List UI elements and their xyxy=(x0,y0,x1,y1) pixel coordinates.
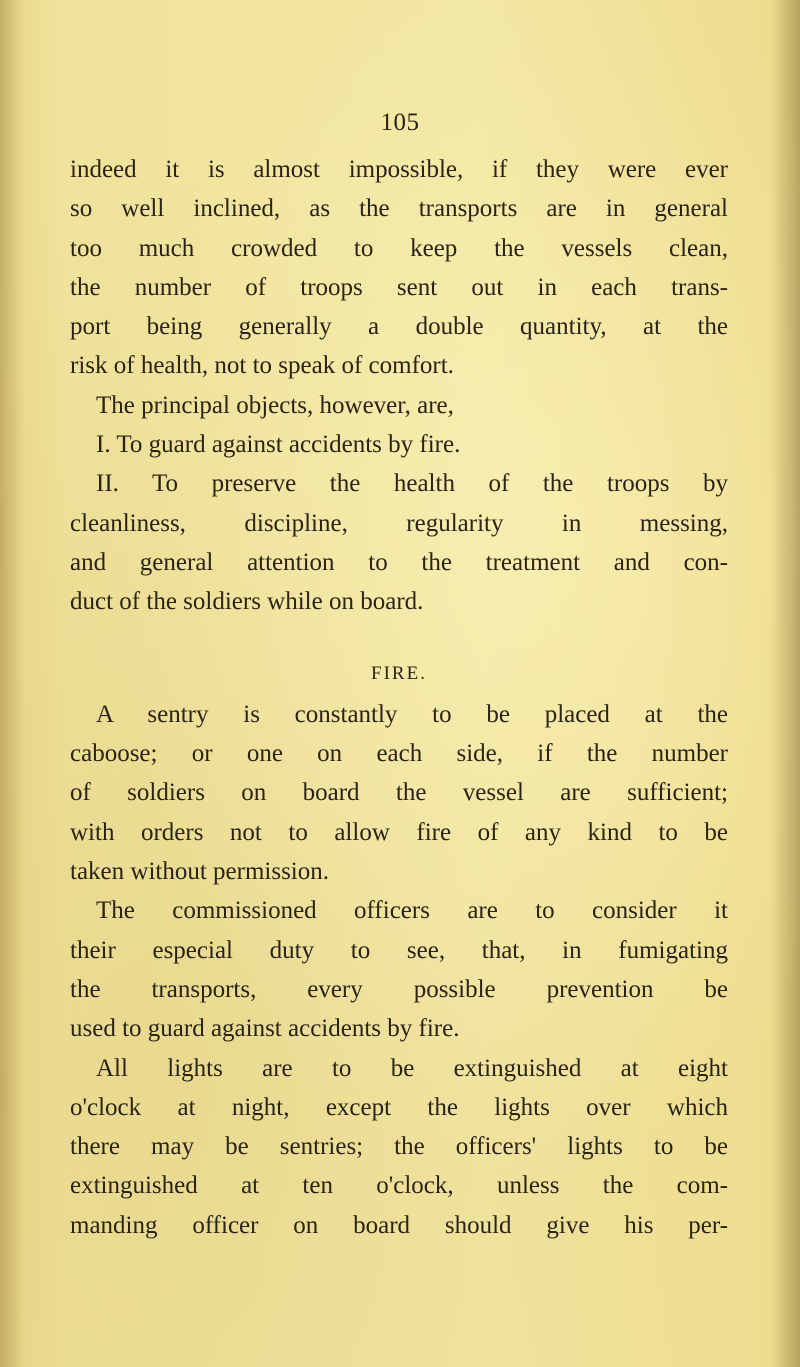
text-line: port being generally a double quantity, at the xyxy=(70,313,728,341)
page-number: 105 xyxy=(380,109,420,136)
body-text xyxy=(70,150,728,1245)
text-line: duct of the soldiers while on board. xyxy=(70,588,424,616)
text-line: risk of health, not to speak of comfort. xyxy=(70,352,454,380)
text-line: The principal objects, however, are, xyxy=(96,391,454,419)
text-line: cleanliness, discipline, regularity in messing, xyxy=(70,509,728,537)
text-line: used to guard against accidents by fire. xyxy=(70,1015,460,1043)
text-line: I. To guard against accidents by fire. xyxy=(96,431,461,459)
text-line: indeed it is almost impossible, if they were ever xyxy=(70,156,728,183)
text-line: II. To preserve the health of the troops by xyxy=(96,470,728,498)
text-line: A sentry is constantly to be placed at the xyxy=(96,700,728,728)
binding-shadow xyxy=(0,0,24,1367)
text-line: All lights are to be extinguished at eight xyxy=(96,1054,728,1082)
text-line: o'clock at night, except the lights over which xyxy=(70,1093,728,1121)
text-line: with orders not to allow fire of any kind to be xyxy=(70,818,728,846)
text-line: caboose; or one on each side, if the number xyxy=(70,740,728,768)
text-line: The commissioned officers are to consider it xyxy=(96,897,728,925)
section-heading: FIRE. xyxy=(371,662,427,684)
text-line: there may be sentries; the officers' lights to be xyxy=(70,1133,728,1161)
text-line: and general attention to the treatment and con- xyxy=(70,548,728,576)
text-line: extinguished at ten o'clock, unless the com- xyxy=(70,1172,728,1200)
text-line: the transports, every possible prevention be xyxy=(70,975,728,1003)
text-line: so well inclined, as the transports are in general xyxy=(70,195,728,223)
text-line: the number of troops sent out in each trans- xyxy=(70,273,728,301)
text-line: of soldiers on board the vessel are sufficient; xyxy=(70,779,728,807)
text-line: their especial duty to see, that, in fumigating xyxy=(70,936,728,964)
text-line: too much crowded to keep the vessels clean, xyxy=(70,234,728,262)
text-line: manding officer on board should give his per- xyxy=(70,1211,728,1239)
text-line: taken without permission. xyxy=(70,858,329,886)
page-edge-shadow xyxy=(770,0,800,1367)
